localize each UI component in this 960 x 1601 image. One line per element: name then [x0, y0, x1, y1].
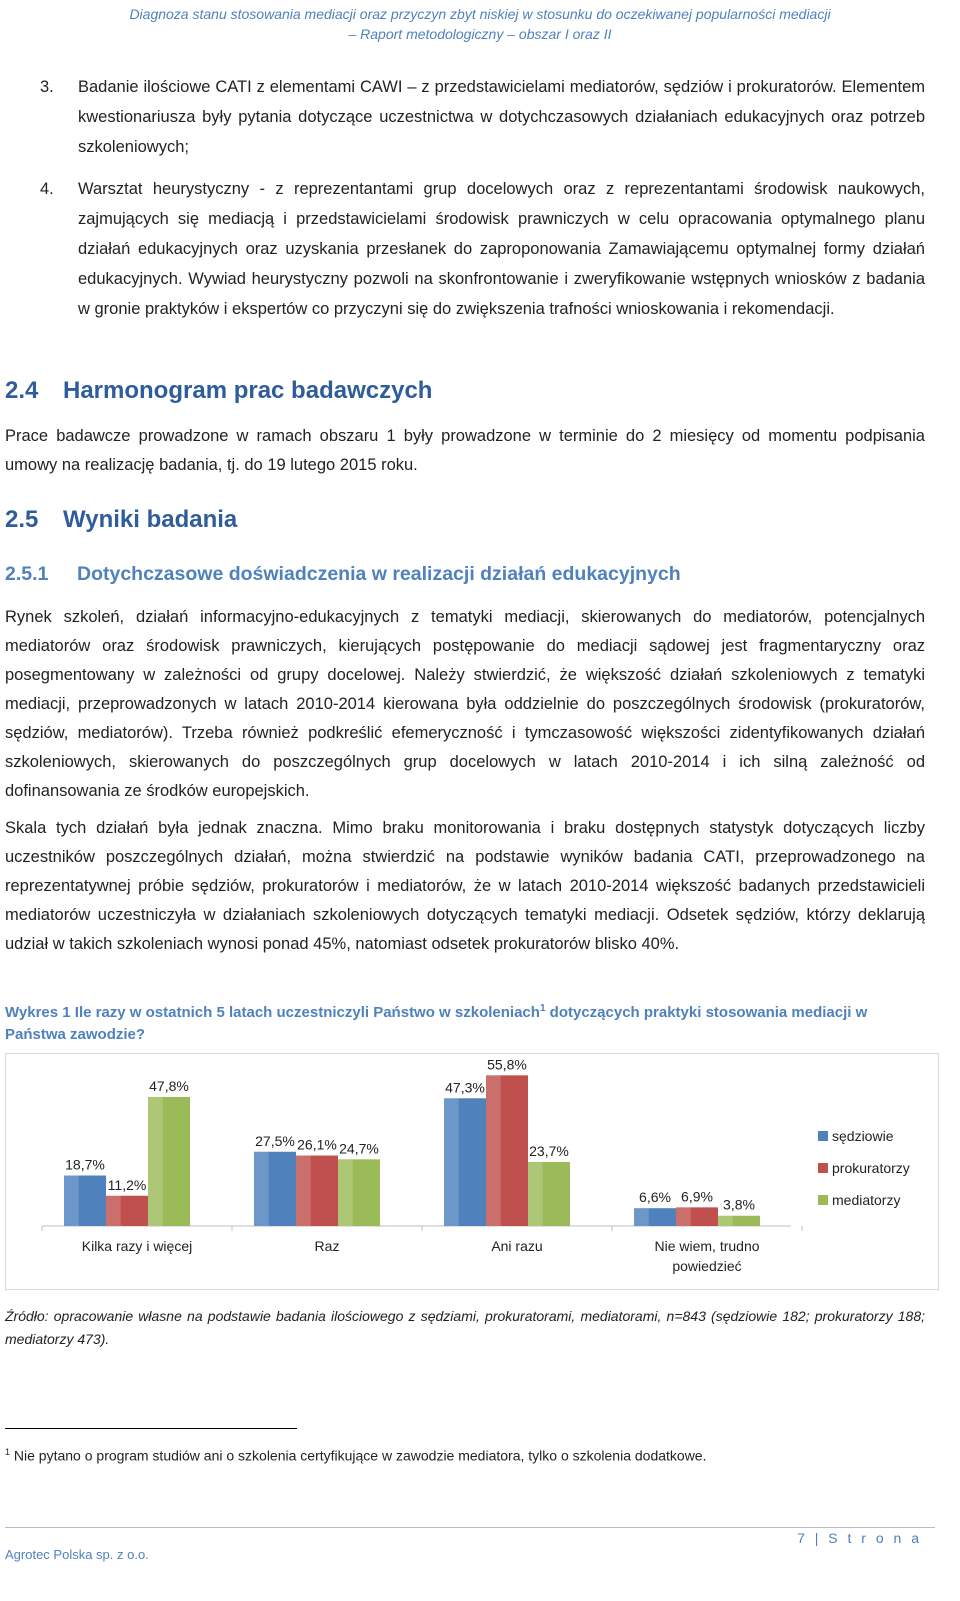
legend-swatch	[818, 1195, 828, 1205]
data-label: 6,9%	[681, 1188, 713, 1205]
bar-highlight	[106, 1196, 121, 1226]
footnote-separator	[5, 1428, 297, 1429]
bar-highlight	[254, 1152, 269, 1226]
legend-label: sędziowie	[832, 1128, 894, 1144]
section-number: 2.5.1	[5, 563, 49, 585]
legend-label: mediatorzy	[832, 1192, 901, 1208]
chart-source: Źródło: opracowanie własne na podstawie badania ilościowego z sędziami, prokuratorami, mediatorami, n=843 (sędziowie 182; prokuratorzy 188; mediatorzy 473).	[5, 1308, 925, 1347]
section-number: 2.5	[5, 506, 39, 533]
bar-highlight	[64, 1176, 79, 1226]
list-number: 3.	[40, 78, 54, 96]
section-title: Harmonogram prac badawczych	[63, 377, 433, 404]
list-text: Warsztat heurystyczny - z reprezentantami grup docelowych oraz z reprezentantami środowisk naukowych, zajmujących się mediacją i przedstawicielami środowisk prawniczych w celu opracowania optymalnego planu działań edukacyjnych oraz uzyskania przesłanek do zaproponowania Zamawiającemu optymalnej formy działań edukacyjnych. Wywiad heurystyczny pozwoli na skonfrontowanie i zweryfikowanie wstępnych wniosków z badania w gronie praktyków i ekspertów co przyczyni się do zwiększenia trafności wnioskowania i rekomendacji.	[78, 180, 925, 318]
category-label: Nie wiem, trudno	[654, 1238, 760, 1254]
data-label: 24,7%	[339, 1140, 379, 1157]
data-label: 6,6%	[639, 1189, 671, 1206]
bar-highlight	[444, 1098, 459, 1226]
data-label: 3,8%	[723, 1196, 755, 1213]
bar-highlight	[676, 1207, 691, 1226]
bar-highlight	[634, 1208, 649, 1226]
data-label: 23,7%	[529, 1143, 569, 1160]
category-label: Raz	[314, 1238, 340, 1254]
caption-text-continued: dotyczących praktyki stosowania mediacji w Państwa zawodzie?	[5, 1004, 868, 1043]
bar-highlight	[486, 1075, 501, 1226]
section-number: 2.4	[5, 377, 39, 404]
footnote	[5, 1442, 706, 1466]
category-label: powiedzieć	[672, 1258, 742, 1274]
bar-chart	[5, 1053, 939, 1290]
list-item-4	[40, 174, 925, 324]
bar-highlight	[338, 1159, 353, 1226]
section-heading-2-5-1	[5, 561, 681, 587]
header-line-2: – Raport metodologiczny – obszar I oraz II	[348, 26, 612, 42]
data-label: 47,3%	[445, 1079, 485, 1096]
bar-highlight	[528, 1162, 543, 1226]
bar-highlight	[148, 1097, 163, 1226]
section-title: Dotychczasowe doświadczenia w realizacji działań edukacyjnych	[77, 563, 681, 585]
list-number: 4.	[40, 180, 54, 198]
data-label: 18,7%	[65, 1156, 105, 1173]
footnote-mark: 1	[5, 1447, 11, 1457]
bar-highlight	[296, 1156, 311, 1226]
header-line-1: Diagnoza stanu stosowania mediacji oraz przyczyn zbyt niskiej w stosunku do oczekiwanej popularności mediacji	[129, 6, 831, 22]
legend-label: prokuratorzy	[832, 1160, 910, 1176]
data-label: 11,2%	[107, 1176, 147, 1193]
category-label: Kilka razy i więcej	[81, 1238, 193, 1254]
legend-swatch	[818, 1163, 828, 1173]
footer-separator	[5, 1527, 935, 1528]
list-item-3	[40, 72, 925, 162]
running-header	[0, 4, 960, 44]
legend-swatch	[818, 1131, 828, 1141]
data-label: 55,8%	[487, 1056, 527, 1073]
list-text: Badanie ilościowe CATI z elementami CAWI – z przedstawicielami mediatorów, sędziów i prokuratorów. Elementem kwestionariusza były pytania dotyczące uczestnictwa w dotychczasowych działaniach edukacyjnych oraz potrzeb szkoleniowych;	[78, 78, 925, 156]
section-heading-2-5	[5, 505, 237, 535]
chart-svg	[6, 1054, 938, 1289]
data-label: 26,1%	[297, 1136, 337, 1153]
data-label: 47,8%	[149, 1077, 189, 1094]
figure-caption	[5, 998, 925, 1046]
company-name: Agrotec Polska sp. z o.o.	[5, 1547, 149, 1562]
footnote-text: Nie pytano o program studiów ani o szkolenia certyfikujące w zawodzie mediatora, tylko o szkolenia dodatkowe.	[13, 1447, 707, 1464]
footnote-ref: 1	[539, 1003, 546, 1014]
bar-highlight	[718, 1216, 733, 1226]
category-label: Ani razu	[491, 1238, 543, 1254]
data-label: 27,5%	[255, 1132, 295, 1149]
caption-text: Wykres 1 Ile razy w ostatnich 5 latach uczestniczyli Państwo w szkoleniach	[5, 1004, 540, 1021]
section-heading-2-4	[5, 376, 432, 406]
paragraph-1: Rynek szkoleń, działań informacyjno-edukacyjnych z tematyki mediacji, skierowanych do mediatorów, potencjalnych mediatorów oraz środowisk prawniczych, kierujących postępowanie do mediacji sądowej jest fragmentaryczny oraz posegmentowany w zależności od grupy docelowej. Należy stwierdzić, że większość działań szkoleniowych z tematyki mediacji, przeprowadzonych w latach 2010-2014 kierowana była oddzielnie do poszczególnych środowisk (prokuratorów, sędziów, mediatorów). Trzeba również podkreślić efemeryczność i tymczasowość większości zidentyfikowanych działań szkoleniowych, skierowanych do poszczególnych grup docelowych w latach 2010-2014 i ich silną zależność od dofinansowania ze środków europejskich.	[5, 608, 925, 800]
paragraph-2: Skala tych działań była jednak znaczna. Mimo braku monitorowania i braku dostępnych statystyk dotyczących liczby uczestników poszczególnych działań, można stwierdzić na podstawie wyników badania CATI, przeprowadzonego na reprezentatywnej próbie sędziów, prokuratorów i mediatorów, że w latach 2010-2014 większość badanych przedstawicieli mediatorów uczestniczyła w działaniach szkoleniowych dotyczących tematyki mediacji. Odsetek sędziów, którzy deklarują udział w takich szkoleniach wynosi ponad 45%, natomiast odsetek prokuratorów blisko 40%.	[5, 819, 925, 953]
page-number: 7 | S t r o n a	[797, 1530, 922, 1546]
section-title: Wyniki badania	[63, 506, 238, 533]
paragraph-schedule: Prace badawcze prowadzone w ramach obszaru 1 były prowadzone w terminie do 2 miesięcy od momentu podpisania umowy na realizację badania, tj. do 19 lutego 2015 roku.	[5, 427, 925, 474]
